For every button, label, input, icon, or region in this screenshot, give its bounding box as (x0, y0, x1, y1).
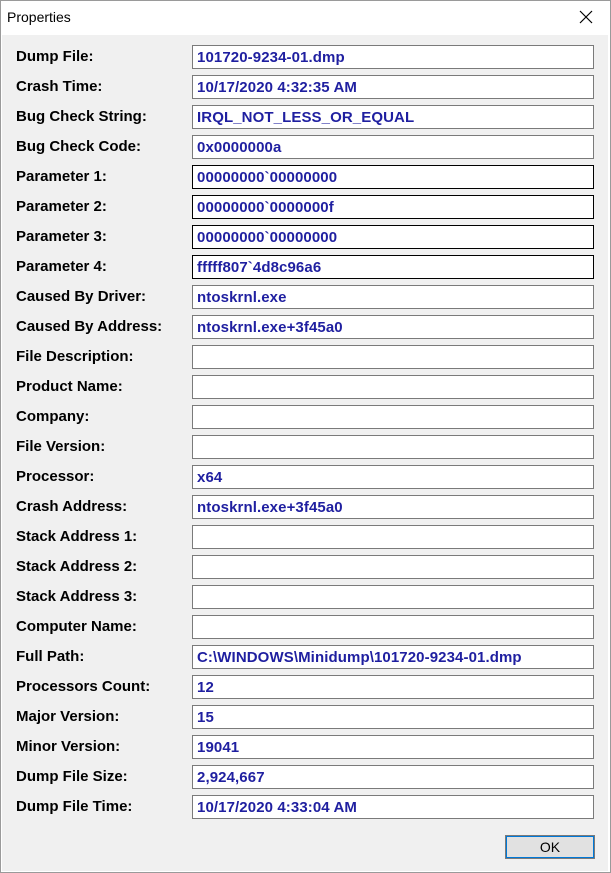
property-value: ntoskrnl.exe+3f45a0 (197, 499, 343, 516)
property-row (2, 405, 608, 429)
property-label: Company: (16, 408, 90, 425)
property-label: Stack Address 2: (16, 558, 138, 575)
property-value-field[interactable] (192, 495, 594, 519)
property-value-field[interactable] (192, 705, 594, 729)
properties-panel (2, 35, 608, 871)
property-label: Major Version: (16, 708, 120, 725)
property-row (2, 375, 608, 399)
property-row (2, 75, 608, 99)
property-row (2, 285, 608, 309)
property-value-field[interactable] (192, 735, 594, 759)
property-value: 00000000`00000000 (197, 229, 338, 246)
property-row (2, 795, 608, 819)
property-row (2, 135, 608, 159)
property-value-field[interactable] (192, 105, 594, 129)
property-value-field[interactable] (192, 645, 594, 669)
property-value: 12 (197, 679, 214, 696)
property-label: Caused By Driver: (16, 288, 147, 305)
property-label: Full Path: (16, 648, 85, 665)
property-value-field[interactable] (192, 765, 594, 789)
property-value-field[interactable] (192, 225, 594, 249)
property-value-field[interactable] (192, 165, 594, 189)
property-value: 19041 (197, 739, 240, 756)
property-label: Stack Address 1: (16, 528, 138, 545)
window-title: Properties (7, 9, 71, 25)
property-label: Computer Name: (16, 618, 137, 635)
property-value-field[interactable] (192, 285, 594, 309)
property-label: Crash Address: (16, 498, 128, 515)
property-row (2, 705, 608, 729)
property-value-field[interactable] (192, 465, 594, 489)
property-label: Parameter 4: (16, 258, 107, 275)
property-value: x64 (197, 469, 223, 486)
property-value-field[interactable] (192, 45, 594, 69)
property-row (2, 195, 608, 219)
property-value-field[interactable] (192, 555, 594, 579)
property-label: Bug Check String: (16, 108, 147, 125)
property-row (2, 45, 608, 69)
property-row (2, 165, 608, 189)
property-label: Processor: (16, 468, 95, 485)
property-label: Bug Check Code: (16, 138, 142, 155)
property-value: 00000000`0000000f (197, 199, 334, 216)
property-row (2, 465, 608, 489)
property-label: Processors Count: (16, 678, 151, 695)
property-value-field[interactable] (192, 315, 594, 339)
property-label: File Description: (16, 348, 134, 365)
property-row (2, 315, 608, 339)
property-row (2, 615, 608, 639)
property-value: 10/17/2020 4:33:04 AM (197, 799, 357, 816)
close-button[interactable] (566, 3, 606, 31)
property-label: Caused By Address: (16, 318, 163, 335)
property-row (2, 585, 608, 609)
close-icon (579, 10, 593, 24)
property-value-field[interactable] (192, 435, 594, 459)
title-bar (1, 1, 610, 33)
property-value: fffff807`4d8c96a6 (197, 259, 322, 276)
property-value: IRQL_NOT_LESS_OR_EQUAL (197, 109, 415, 126)
property-label: Minor Version: (16, 738, 121, 755)
property-label: Stack Address 3: (16, 588, 138, 605)
property-value-field[interactable] (192, 405, 594, 429)
property-label: Dump File: (16, 48, 94, 65)
property-value: 2,924,667 (197, 769, 265, 786)
property-label: Dump File Time: (16, 798, 133, 815)
property-value: C:\WINDOWS\Minidump\101720-9234-01.dmp (197, 649, 522, 666)
property-value-field[interactable] (192, 75, 594, 99)
property-value-field[interactable] (192, 675, 594, 699)
property-row (2, 645, 608, 669)
property-value-field[interactable] (192, 615, 594, 639)
property-value: 0x0000000a (197, 139, 282, 156)
ok-button[interactable]: OK (505, 835, 595, 859)
property-value: 10/17/2020 4:32:35 AM (197, 79, 357, 96)
property-label: Crash Time: (16, 78, 103, 95)
property-label: Parameter 2: (16, 198, 107, 215)
property-value-field[interactable] (192, 375, 594, 399)
property-value: 101720-9234-01.dmp (197, 49, 345, 66)
property-row (2, 765, 608, 789)
property-row (2, 435, 608, 459)
property-value-field[interactable] (192, 795, 594, 819)
property-value-field[interactable] (192, 585, 594, 609)
property-row (2, 225, 608, 249)
property-value: ntoskrnl.exe (197, 289, 287, 306)
property-value-field[interactable] (192, 345, 594, 369)
property-value-field[interactable] (192, 255, 594, 279)
property-value-field[interactable] (192, 195, 594, 219)
property-row (2, 675, 608, 699)
property-row (2, 495, 608, 519)
property-label: Product Name: (16, 378, 123, 395)
property-row (2, 255, 608, 279)
property-row (2, 345, 608, 369)
property-value-field[interactable] (192, 525, 594, 549)
property-value-field[interactable] (192, 135, 594, 159)
property-row (2, 735, 608, 759)
property-value: 00000000`00000000 (197, 169, 338, 186)
property-value: ntoskrnl.exe+3f45a0 (197, 319, 343, 336)
property-label: Dump File Size: (16, 768, 128, 785)
property-label: File Version: (16, 438, 106, 455)
property-value: 15 (197, 709, 214, 726)
property-label: Parameter 1: (16, 168, 107, 185)
property-label: Parameter 3: (16, 228, 107, 245)
property-row (2, 525, 608, 549)
property-row (2, 105, 608, 129)
property-row (2, 555, 608, 579)
